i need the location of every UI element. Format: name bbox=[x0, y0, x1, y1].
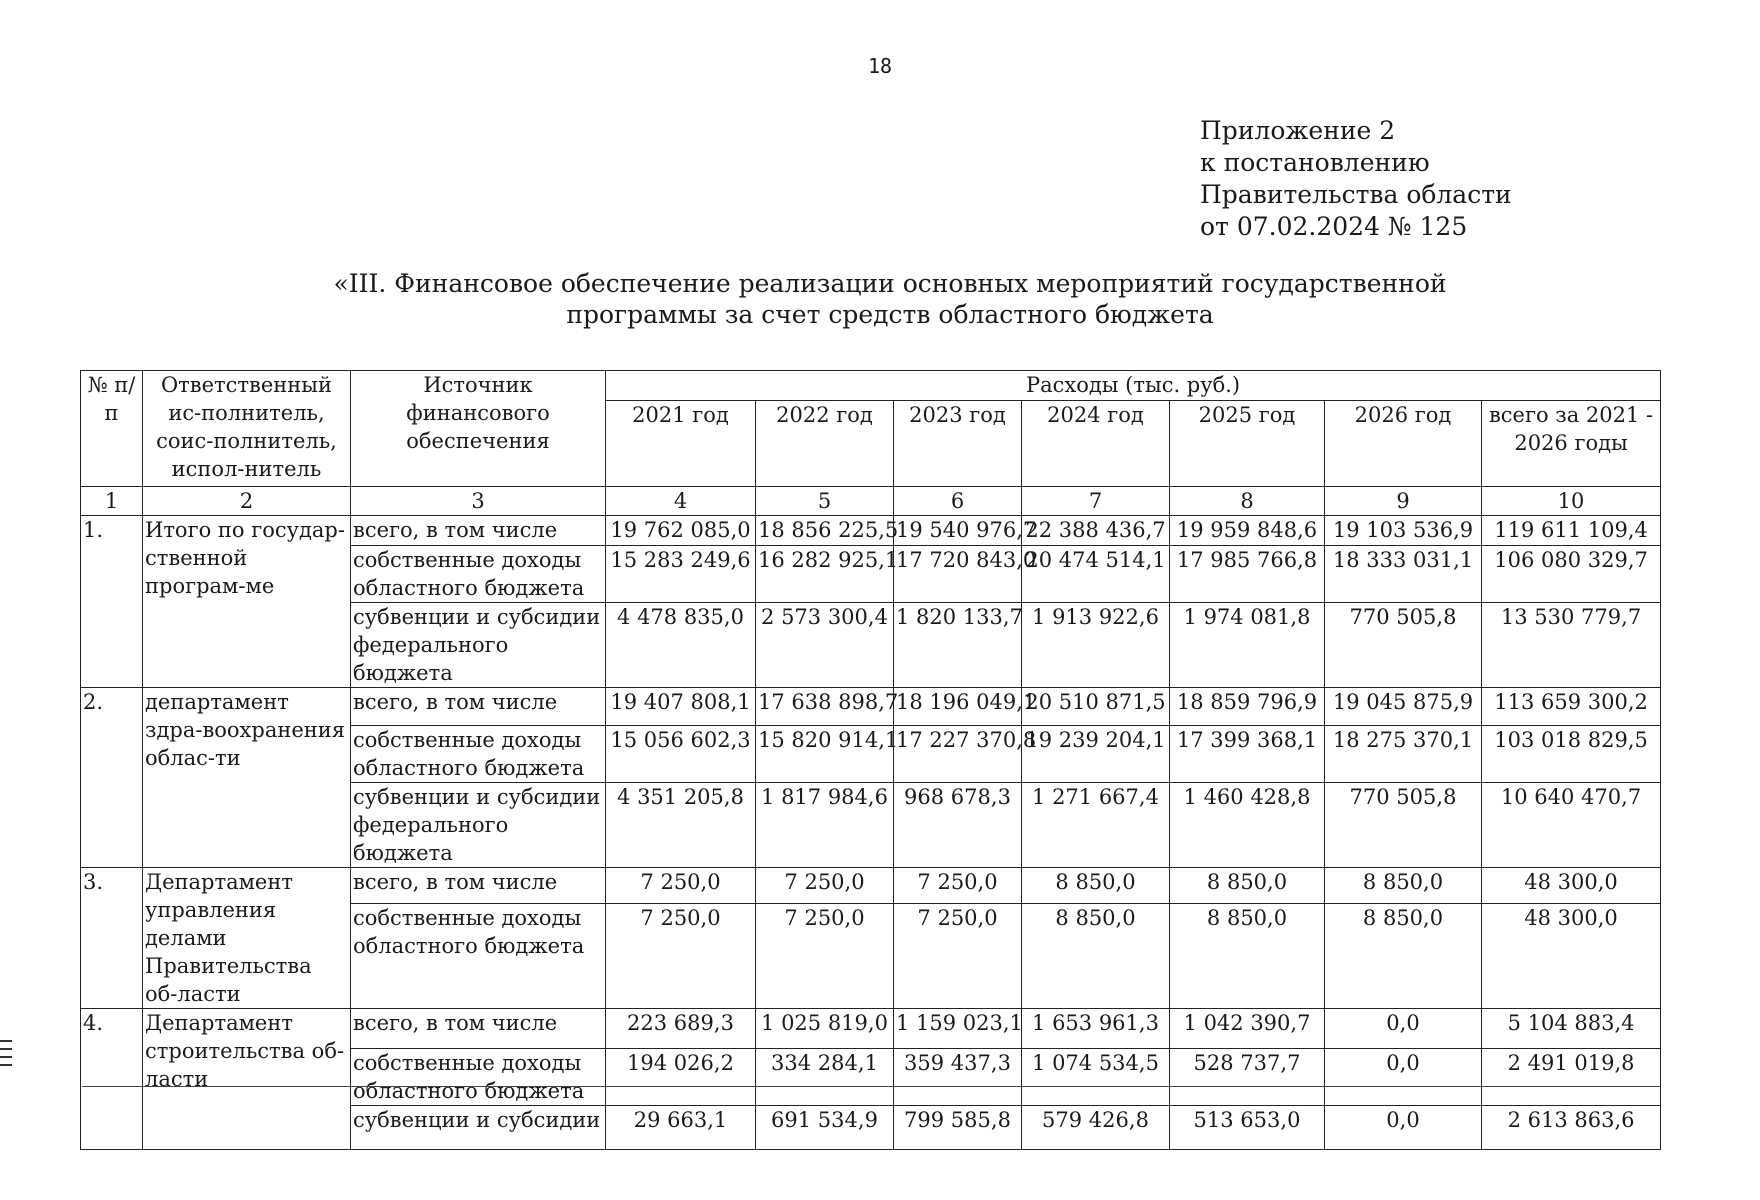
year-value: 691 534,9 bbox=[756, 1106, 894, 1150]
header-source: Источник финансового обеспечения bbox=[351, 371, 606, 487]
year-value: 4 351 205,8 bbox=[606, 783, 756, 868]
year-value: 1 913 922,6 bbox=[1022, 603, 1170, 688]
year-value: 20 474 514,1 bbox=[1022, 546, 1170, 603]
year-value: 19 762 085,0 bbox=[606, 516, 756, 546]
year-value: 0,0 bbox=[1325, 1009, 1482, 1049]
funding-source: всего, в том числе bbox=[351, 516, 606, 546]
year-value: 7 250,0 bbox=[894, 903, 1022, 1008]
header-executor: Ответственный ис-полнитель, соис-полнитель, испол-нитель bbox=[143, 371, 351, 487]
year-value: 968 678,3 bbox=[894, 783, 1022, 868]
appendix-line: к постановлению bbox=[1200, 148, 1430, 177]
year-value: 19 045 875,9 bbox=[1325, 688, 1482, 726]
column-index-row bbox=[81, 487, 1661, 516]
title-line: «III. Финансовое обеспечение реализации основных мероприятий государственной bbox=[333, 269, 1447, 298]
column-index: 10 bbox=[1482, 487, 1661, 516]
header-year-2024: 2024 год bbox=[1022, 401, 1170, 487]
row-number: 1. bbox=[81, 516, 143, 688]
year-value: 29 663,1 bbox=[606, 1106, 756, 1150]
page-number: 18 bbox=[867, 54, 893, 78]
header-num: № п/п bbox=[81, 371, 143, 487]
funding-source: субвенции и субсидии федерального бюджета bbox=[351, 783, 606, 868]
appendix-line: от 07.02.2024 № 125 bbox=[1200, 212, 1468, 241]
year-value: 7 250,0 bbox=[606, 868, 756, 904]
total-value: 106 080 329,7 bbox=[1482, 546, 1661, 603]
year-value: 16 282 925,1 bbox=[756, 546, 894, 603]
year-value: 17 638 898,7 bbox=[756, 688, 894, 726]
table-row bbox=[81, 868, 1661, 904]
header-expenses: Расходы (тыс. руб.) bbox=[606, 371, 1661, 401]
document-title bbox=[300, 268, 1480, 330]
year-value: 1 820 133,7 bbox=[894, 603, 1022, 688]
year-value: 8 850,0 bbox=[1022, 868, 1170, 904]
funding-source: всего, в том числе bbox=[351, 1009, 606, 1049]
column-index: 1 bbox=[81, 487, 143, 516]
total-value: 2 613 863,6 bbox=[1482, 1106, 1661, 1150]
appendix-line: Правительства области bbox=[1200, 180, 1512, 209]
year-value: 1 271 667,4 bbox=[1022, 783, 1170, 868]
year-value: 17 227 370,8 bbox=[894, 726, 1022, 783]
total-value: 48 300,0 bbox=[1482, 868, 1661, 904]
year-value: 359 437,3 bbox=[894, 1049, 1022, 1106]
funding-source: собственные доходы областного бюджета bbox=[351, 546, 606, 603]
header-year-2026: 2026 год bbox=[1325, 401, 1482, 487]
funding-source: субвенции и субсидии федерального бюджета bbox=[351, 603, 606, 688]
column-index: 7 bbox=[1022, 487, 1170, 516]
year-value: 8 850,0 bbox=[1170, 903, 1325, 1008]
year-value: 19 407 808,1 bbox=[606, 688, 756, 726]
year-value: 4 478 835,0 bbox=[606, 603, 756, 688]
column-index: 6 bbox=[894, 487, 1022, 516]
year-value: 7 250,0 bbox=[756, 903, 894, 1008]
year-value: 223 689,3 bbox=[606, 1009, 756, 1049]
appendix-line: Приложение 2 bbox=[1200, 116, 1396, 145]
column-index: 2 bbox=[143, 487, 351, 516]
scan-mark bbox=[0, 1040, 12, 1042]
executor-name: Итого по государ-ственной програм-ме bbox=[143, 516, 351, 688]
year-value: 8 850,0 bbox=[1325, 868, 1482, 904]
total-value: 2 491 019,8 bbox=[1482, 1049, 1661, 1106]
column-index: 3 bbox=[351, 487, 606, 516]
year-value: 8 850,0 bbox=[1022, 903, 1170, 1008]
year-value: 1 074 534,5 bbox=[1022, 1049, 1170, 1106]
year-value: 7 250,0 bbox=[756, 868, 894, 904]
year-value: 7 250,0 bbox=[606, 903, 756, 1008]
row-number: 3. bbox=[81, 868, 143, 1009]
year-value: 18 196 049,1 bbox=[894, 688, 1022, 726]
year-value: 1 025 819,0 bbox=[756, 1009, 894, 1049]
header-year-2023: 2023 год bbox=[894, 401, 1022, 487]
year-value: 2 573 300,4 bbox=[756, 603, 894, 688]
funding-source: собственные доходы областного бюджета bbox=[351, 1049, 606, 1106]
column-index: 8 bbox=[1170, 487, 1325, 516]
total-value: 113 659 300,2 bbox=[1482, 688, 1661, 726]
year-value: 15 820 914,1 bbox=[756, 726, 894, 783]
funding-source: субвенции и субсидии bbox=[351, 1106, 606, 1150]
year-value: 17 985 766,8 bbox=[1170, 546, 1325, 603]
total-value: 10 640 470,7 bbox=[1482, 783, 1661, 868]
total-value: 119 611 109,4 bbox=[1482, 516, 1661, 546]
year-value: 770 505,8 bbox=[1325, 783, 1482, 868]
header-year-2025: 2025 год bbox=[1170, 401, 1325, 487]
year-value: 334 284,1 bbox=[756, 1049, 894, 1106]
year-value: 1 974 081,8 bbox=[1170, 603, 1325, 688]
year-value: 15 056 602,3 bbox=[606, 726, 756, 783]
column-index: 4 bbox=[606, 487, 756, 516]
year-value: 18 856 225,5 bbox=[756, 516, 894, 546]
scan-mark bbox=[0, 1064, 12, 1066]
scan-mark bbox=[0, 1048, 12, 1050]
table-row bbox=[81, 516, 1661, 546]
title-line: программы за счет средств областного бюджета bbox=[566, 300, 1214, 329]
funding-source: всего, в том числе bbox=[351, 868, 606, 904]
header-year-2021: 2021 год bbox=[606, 401, 756, 487]
year-value: 194 026,2 bbox=[606, 1049, 756, 1106]
year-value: 1 460 428,8 bbox=[1170, 783, 1325, 868]
year-value: 1 653 961,3 bbox=[1022, 1009, 1170, 1049]
executor-name: Департамент строительства об-ласти bbox=[143, 1009, 351, 1150]
bottom-rule bbox=[82, 1086, 1660, 1087]
year-value: 22 388 436,7 bbox=[1022, 516, 1170, 546]
year-value: 7 250,0 bbox=[894, 868, 1022, 904]
year-value: 8 850,0 bbox=[1170, 868, 1325, 904]
financing-table bbox=[80, 370, 1661, 1150]
year-value: 0,0 bbox=[1325, 1106, 1482, 1150]
row-number: 4. bbox=[81, 1009, 143, 1150]
column-index: 9 bbox=[1325, 487, 1482, 516]
year-value: 19 103 536,9 bbox=[1325, 516, 1482, 546]
funding-source: собственные доходы областного бюджета bbox=[351, 726, 606, 783]
scan-artifact-marks bbox=[0, 1040, 14, 1072]
funding-source: собственные доходы областного бюджета bbox=[351, 903, 606, 1008]
year-value: 8 850,0 bbox=[1325, 903, 1482, 1008]
year-value: 19 959 848,6 bbox=[1170, 516, 1325, 546]
year-value: 528 737,7 bbox=[1170, 1049, 1325, 1106]
year-value: 17 399 368,1 bbox=[1170, 726, 1325, 783]
total-value: 103 018 829,5 bbox=[1482, 726, 1661, 783]
year-value: 513 653,0 bbox=[1170, 1106, 1325, 1150]
year-value: 1 817 984,6 bbox=[756, 783, 894, 868]
header-total: всего за 2021 - 2026 годы bbox=[1482, 401, 1661, 487]
table-row bbox=[81, 1009, 1661, 1049]
column-index: 5 bbox=[756, 487, 894, 516]
year-value: 19 540 976,7 bbox=[894, 516, 1022, 546]
header-year-2022: 2022 год bbox=[756, 401, 894, 487]
year-value: 799 585,8 bbox=[894, 1106, 1022, 1150]
total-value: 48 300,0 bbox=[1482, 903, 1661, 1008]
year-value: 1 159 023,1 bbox=[894, 1009, 1022, 1049]
year-value: 18 333 031,1 bbox=[1325, 546, 1482, 603]
funding-source: всего, в том числе bbox=[351, 688, 606, 726]
executor-name: департамент здра-воохранения облас-ти bbox=[143, 688, 351, 868]
year-value: 19 239 204,1 bbox=[1022, 726, 1170, 783]
year-value: 0,0 bbox=[1325, 1049, 1482, 1106]
scan-mark bbox=[0, 1056, 12, 1058]
table-row bbox=[81, 688, 1661, 726]
appendix-note bbox=[1200, 115, 1512, 243]
year-value: 18 275 370,1 bbox=[1325, 726, 1482, 783]
year-value: 18 859 796,9 bbox=[1170, 688, 1325, 726]
row-number: 2. bbox=[81, 688, 143, 868]
year-value: 15 283 249,6 bbox=[606, 546, 756, 603]
year-value: 20 510 871,5 bbox=[1022, 688, 1170, 726]
year-value: 17 720 843,0 bbox=[894, 546, 1022, 603]
total-value: 5 104 883,4 bbox=[1482, 1009, 1661, 1049]
year-value: 579 426,8 bbox=[1022, 1106, 1170, 1150]
total-value: 13 530 779,7 bbox=[1482, 603, 1661, 688]
year-value: 1 042 390,7 bbox=[1170, 1009, 1325, 1049]
executor-name: Департамент управления делами Правительства об-ласти bbox=[143, 868, 351, 1009]
year-value: 770 505,8 bbox=[1325, 603, 1482, 688]
table-body bbox=[81, 487, 1661, 1150]
